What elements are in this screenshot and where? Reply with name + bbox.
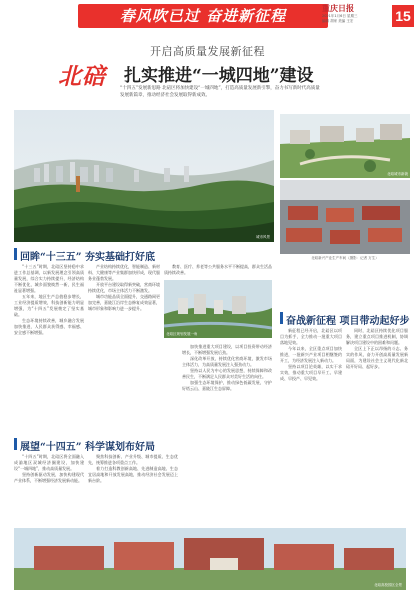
factory-photo-caption: 北碚新兴产业生产车间（摄影：记者 万生）	[311, 256, 379, 260]
section-bar	[280, 312, 283, 324]
paper-name: 重庆日报	[322, 3, 354, 13]
section-bar	[14, 438, 17, 450]
intro-text: “十四五”发展新思路 北碚区将加快建设“一城四地”，打造高质量发展新引擎，奋力书写新时代高质量发展新篇章，推动经济社会发展取得新成效。	[120, 86, 320, 98]
park-photo-caption: 北碚城市新貌	[387, 172, 408, 176]
paper-editor: 编辑 胡家 美编 王宏	[322, 18, 354, 23]
factory-photo	[280, 180, 410, 254]
article-column: 教育、医疗、养老等公共服务水平不断提高，群众生活品质持续改善。	[164, 264, 272, 275]
kicker-headline: 开启高质量发展新征程	[150, 45, 265, 58]
article-column: “十三五”时期，北碚区坚持稳中求进工作总基调，以新发展理念引领高质量发展，综合实力持续提升，经济结构不断优化，城乡面貌焕然一新，民生福祉显著增强。 五年来，地区生产总值稳步增长，工业经济提质增效，科技创新能力明显增强，为“十四五”发展奠定了坚实基础。 生态环境持续改善，城乡融合发展加快推进，人民群众获得感、幸福感、安全感不断增强。	[14, 264, 84, 335]
campus-photo-caption: 北碚高校园区全景	[374, 583, 402, 587]
article-column: 新征程已经开启，北碚区以项目为抓手，全力推动一批重大项目落地见效。 今年以来，全区重点项目加快推进，一批新兴产业项目相继签约开工，为经济发展注入新动力。 坚持以项目论英雄，以实干求实效，推动重大项目早开工、早建成、早投产、早见效。	[280, 328, 342, 381]
paper-meta	[322, 14, 384, 23]
city-aerial-photo	[14, 110, 274, 242]
city-photo-caption: 城市风景	[256, 235, 270, 239]
district-photo	[164, 280, 272, 338]
district-title: 北碚	[58, 63, 106, 90]
section-review-title: 回眸“十三五” 夯实基础打好底	[20, 252, 155, 263]
section-progress-title: 奋战新征程 项目带动起好步	[286, 316, 410, 327]
section-outlook-title: 展望“十四五” 科学谋划布好局	[20, 442, 155, 453]
slogan-banner: 春风吹已过 奋进新征程	[78, 4, 328, 28]
main-headline: 扎实推进“一城四地”建设	[124, 66, 314, 86]
page-number: 15	[392, 5, 414, 27]
article-column: “十四五”时期，北碚区将全面融入成渝地区双城经济圈建设，加快建设“一城四地”，推动高质量发展。 坚持创新驱动发展，加快构建现代产业体系，不断增强经济发展新动能。	[14, 454, 84, 483]
campus-photo	[14, 528, 406, 590]
article-column: 同时，北碚区持续优化项目服务，建立重点项目推进机制，协调解决项目建设中的困难和问题。 全区上下正以昂扬的斗志、务实的作风，奋力开创高质量发展新局面，为建设社会主义现代化新北碚开好局、起好步。	[346, 328, 408, 369]
article-column: 加快推进重大项目建设，以项目投资带动经济增长，不断增强发展后劲。 深化改革开放，持续优化营商环境，激发市场主体活力，为高质量发展注入强劲动力。 坚持以人民为中心的发展思想，持续保障和改善民生，不断满足人民群众对美好生活的向往。 加强生态环境保护，推动绿色低碳发展，守护好缙云山、嘉陵江生态屏障。	[182, 344, 272, 391]
mid-photo-caption: 北碚区规划发展一角	[166, 332, 198, 336]
paper-date: 2021年1月6日 星期三	[322, 14, 358, 18]
section-bar	[14, 248, 17, 260]
article-column: 聚焦科技创新、产业升级、城市提质、生态优先，统筹推进各项重点工作。 着力打造科教创新高地、先进制造高地、生态宜居高地和开放发展高地，推动经济社会发展迈上新台阶。	[88, 454, 178, 483]
park-photo	[280, 114, 410, 178]
article-column: 产业结构持续优化，智能制造、新材料、大健康等产业集群加快形成，现代服务业蓬勃发展。 开放平台建设取得新突破，营商环境持续优化，市场主体活力不断激发。 城市功能品质全面提升，交通路网更加完善，嘉陵江沿岸生态修复成效显著，城市形象和影响力进一步提升。	[88, 264, 160, 311]
